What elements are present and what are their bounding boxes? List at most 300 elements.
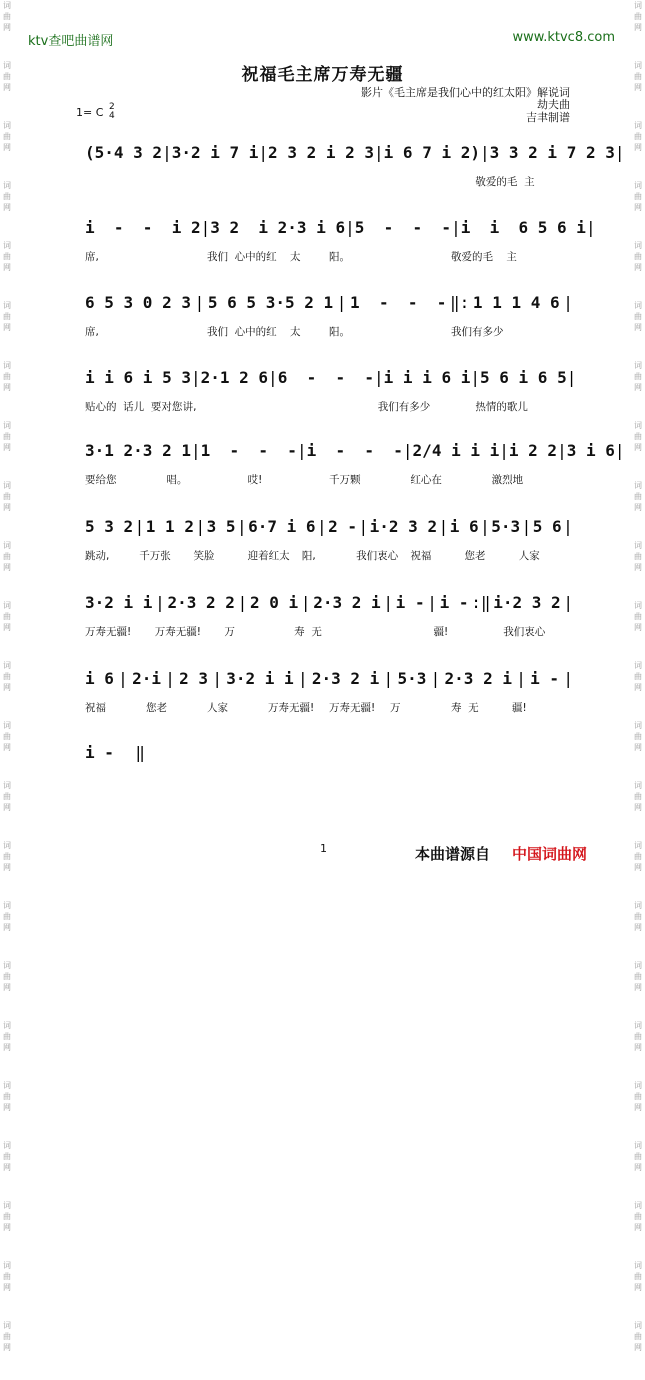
watermark-char: 词: [3, 601, 11, 610]
watermark-char: 曲: [3, 252, 11, 261]
time-top: 2: [109, 102, 115, 112]
watermark-char: 曲: [3, 312, 11, 321]
watermark-char: 曲: [634, 1272, 642, 1281]
measure-notes: 2·i: [132, 669, 161, 688]
watermark-char: 网: [634, 803, 642, 812]
watermark-char: 网: [3, 563, 11, 572]
watermark-char: 网: [3, 143, 11, 152]
measure-notes: i i 6 i 5 3: [85, 368, 191, 387]
watermark-char: 网: [3, 443, 11, 452]
watermark-char: 网: [634, 323, 642, 332]
measure-notes: 2·1 2 6: [200, 368, 269, 387]
watermark-char: 曲: [634, 732, 642, 741]
barline: |: [358, 517, 369, 536]
watermark-char: 曲: [634, 1212, 642, 1221]
watermark-char: 曲: [634, 492, 642, 501]
watermark-char: 词: [634, 301, 642, 310]
measure-notes: i 6: [449, 517, 479, 536]
watermark-char: 曲: [634, 912, 642, 921]
barline: |: [200, 218, 211, 237]
barline: |: [236, 517, 247, 536]
barline: |: [516, 669, 526, 688]
watermark-char: 网: [3, 863, 11, 872]
lyric-segment: 万寿无疆!: [154, 626, 201, 638]
watermark-char: 词: [634, 241, 642, 250]
barline: |: [155, 593, 165, 612]
watermark-char: 网: [634, 1343, 642, 1352]
lyrics-line: [85, 774, 145, 788]
measure-notes: 2 3: [179, 669, 209, 688]
barline: |: [383, 593, 393, 612]
watermark-char: 曲: [3, 612, 11, 621]
measure-notes: 1 1 2: [145, 517, 194, 536]
lyrics-line: [85, 249, 573, 263]
watermark-char: 网: [634, 563, 642, 572]
lyric-segment: 哎!: [247, 474, 263, 486]
lyric-segment: 万寿无疆!: [85, 626, 132, 638]
lyric-segment: 热情的歌儿: [475, 401, 528, 413]
notes-line: [85, 140, 625, 162]
watermark-char: 网: [634, 923, 642, 932]
measure-notes: 5·3: [491, 517, 521, 536]
watermark-char: 词: [3, 841, 11, 850]
watermark-char: 网: [634, 743, 642, 752]
watermark-char: 网: [3, 1103, 11, 1112]
lyrics-line: [85, 700, 573, 714]
measure-notes: 2 0 i: [249, 593, 299, 612]
watermark-char: 网: [634, 1283, 642, 1292]
watermark-char: 词: [634, 901, 642, 910]
barline: |: [212, 669, 222, 688]
notes-line: [85, 215, 596, 237]
lyric-segment: 席,: [85, 326, 99, 338]
notes-line: [85, 740, 145, 762]
lyric-segment: 我们衷心: [356, 550, 399, 562]
watermark-char: 词: [3, 1141, 11, 1150]
barline: |: [297, 669, 308, 688]
watermark-char: 网: [3, 983, 11, 992]
watermark-char: 词: [634, 481, 642, 490]
watermark-char: 曲: [634, 1032, 642, 1041]
barline: |: [237, 593, 248, 612]
watermark-char: 词: [3, 61, 11, 70]
watermark-char: 曲: [634, 552, 642, 561]
watermark-char: 曲: [3, 1092, 11, 1101]
barline: |: [438, 517, 449, 536]
watermark-char: 词: [3, 1261, 11, 1270]
watermark-char: 网: [634, 863, 642, 872]
score-row: [85, 365, 577, 413]
watermark-char: 词: [634, 721, 642, 730]
watermark-char: 词: [634, 1081, 642, 1090]
measure-notes: 6·7 i 6: [248, 517, 316, 536]
watermark-char: 曲: [3, 1332, 11, 1341]
watermark-char: 词: [3, 241, 11, 250]
lyric-segment: 千万张: [139, 550, 171, 562]
lyric-segment: 祝福: [410, 550, 432, 562]
watermark-char: 曲: [3, 1032, 11, 1041]
score-row: [85, 514, 573, 562]
score-row: [85, 740, 145, 788]
watermark-char: 曲: [634, 1092, 642, 1101]
watermark-char: 词: [634, 121, 642, 130]
watermark-char: 词: [3, 901, 11, 910]
notes-line: [85, 365, 577, 387]
score-row: [85, 290, 573, 338]
measure-notes: 5 6 i 6 5: [480, 368, 567, 387]
measure-notes: i -: [85, 743, 114, 762]
barline: |: [521, 517, 532, 536]
lyric-segment: 疆!: [433, 626, 449, 638]
barline: |: [336, 293, 347, 312]
measure-notes: i -: [530, 669, 560, 688]
watermark-char: 词: [3, 1321, 11, 1330]
watermark-char: 曲: [3, 1212, 11, 1221]
watermark-char: 曲: [3, 492, 11, 501]
barline: |: [451, 218, 461, 237]
watermark-char: 词: [634, 661, 642, 670]
watermark-char: 网: [634, 263, 642, 272]
measure-notes: i - - i 2: [85, 218, 201, 237]
watermark-char: 网: [634, 503, 642, 512]
lyric-segment: 疆!: [512, 702, 527, 714]
watermark-char: 曲: [634, 312, 642, 321]
lyric-segment: 激烈地: [491, 474, 524, 486]
measure-notes: 3 5: [206, 517, 236, 536]
notes-line: [85, 438, 625, 460]
barline: |: [190, 441, 201, 460]
watermark-char: 曲: [3, 372, 11, 381]
lyric-segment: 万寿无疆!: [329, 702, 376, 714]
measure-notes: 5·3: [397, 669, 427, 688]
watermark-char: 词: [634, 541, 642, 550]
watermark-char: 词: [634, 361, 642, 370]
lyric-segment: 笑脸: [193, 550, 215, 562]
measure-notes: 3 i 6: [566, 441, 615, 460]
lyric-segment: 万: [224, 626, 235, 638]
measure-notes: i -: [395, 593, 425, 612]
barline: ‖:: [450, 293, 470, 312]
measure-notes: 2·3 2 2: [167, 593, 235, 612]
watermark-char: 词: [3, 721, 11, 730]
watermark-char: 曲: [634, 972, 642, 981]
watermark-char: 网: [3, 23, 11, 32]
barline: |: [430, 669, 441, 688]
watermark-char: 曲: [634, 132, 642, 141]
barline: |: [300, 593, 311, 612]
watermark-char: 曲: [3, 972, 11, 981]
watermark-left: [0, 0, 14, 1352]
lyric-segment: 阳,: [301, 550, 316, 562]
watermark-char: 网: [634, 1163, 642, 1172]
lyric-segment: 我们有多少: [377, 401, 431, 413]
watermark-char: 网: [3, 263, 11, 272]
lyric-segment: 寿 无: [294, 626, 322, 638]
watermark-char: 网: [3, 323, 11, 332]
watermark-char: 曲: [3, 192, 11, 201]
notes-line: [85, 514, 573, 536]
lyric-segment: 敬爱的毛 主: [451, 251, 517, 263]
watermark-char: 词: [3, 961, 11, 970]
lyric-segment: 我们有多少: [451, 326, 504, 338]
measure-notes: 1 - - -: [200, 441, 297, 460]
lyric-segment: 万寿无疆!: [268, 702, 315, 714]
lyric-segment: 迎着红太: [247, 550, 290, 562]
header-site-name[interactable]: ktv查吧曲谱网: [28, 34, 114, 49]
barline: |: [470, 368, 480, 387]
watermark-char: 网: [634, 23, 642, 32]
lyric-segment: 阳。: [329, 326, 350, 338]
watermark-char: 网: [634, 983, 642, 992]
lyrics-line: [85, 548, 573, 562]
lyric-segment: 寿 无: [451, 702, 479, 714]
notes-line: [85, 590, 573, 612]
barline: |: [317, 517, 327, 536]
watermark-char: 曲: [634, 372, 642, 381]
watermark-char: 词: [634, 961, 642, 970]
watermark-char: 曲: [3, 912, 11, 921]
barline: |: [296, 441, 307, 460]
barline: |: [268, 368, 278, 387]
measure-notes: 2 3 2 i 2 3: [268, 143, 375, 162]
watermark-char: 词: [634, 1321, 642, 1330]
barline: |: [585, 218, 596, 237]
watermark-char: 网: [634, 1043, 642, 1052]
watermark-char: 词: [3, 1, 11, 10]
watermark-char: 曲: [3, 732, 11, 741]
measure-notes: i i i 6 i: [383, 368, 471, 387]
measure-notes: 6 5 3 0 2 3: [85, 293, 191, 312]
watermark-char: 网: [634, 203, 642, 212]
barline: |: [427, 593, 437, 612]
watermark-char: 词: [3, 661, 11, 670]
lyric-segment: 红心在: [410, 474, 442, 486]
lyrics-line: [85, 174, 573, 188]
watermark-char: 曲: [3, 1152, 11, 1161]
watermark-char: 词: [3, 301, 11, 310]
barline: |: [480, 517, 490, 536]
watermark-char: 曲: [3, 852, 11, 861]
watermark-char: 网: [634, 623, 642, 632]
score-row: [85, 666, 573, 714]
barline: |: [134, 517, 145, 536]
barline: ‖: [135, 743, 145, 762]
watermark-char: 词: [634, 1021, 642, 1030]
footer-brand[interactable]: 中国词曲网: [512, 845, 588, 863]
lyric-segment: 您老: [146, 702, 167, 714]
barline: |: [383, 669, 394, 688]
watermark-char: 曲: [634, 792, 642, 801]
watermark-char: 网: [3, 743, 11, 752]
watermark-char: 词: [3, 1021, 11, 1030]
watermark-char: 曲: [3, 432, 11, 441]
watermark-char: 曲: [634, 252, 642, 261]
measure-notes: i -: [439, 593, 469, 612]
barline: :‖: [471, 593, 491, 612]
measure-notes: 1 1 1 4 6: [472, 293, 560, 312]
watermark-char: 曲: [634, 672, 642, 681]
lyrics-line: [85, 472, 573, 486]
watermark-char: 网: [3, 1223, 11, 1232]
watermark-char: 词: [634, 1201, 642, 1210]
watermark-char: 曲: [634, 612, 642, 621]
watermark-right: [631, 0, 645, 1352]
barline: |: [345, 218, 355, 237]
barline: |: [194, 293, 205, 312]
lyric-segment: 祝福: [85, 702, 106, 714]
barline: |: [402, 441, 413, 460]
lyric-segment: 我们 心中的红 太: [207, 326, 301, 338]
measure-notes: (5·4 3 2: [85, 143, 163, 162]
watermark-char: 网: [3, 83, 11, 92]
header-site-url[interactable]: www.ktvc8.com: [512, 30, 615, 45]
watermark-char: 网: [3, 1283, 11, 1292]
watermark-char: 曲: [3, 672, 11, 681]
watermark-char: 曲: [3, 1272, 11, 1281]
barline: |: [479, 143, 490, 162]
watermark-char: 词: [3, 541, 11, 550]
watermark-char: 词: [3, 121, 11, 130]
lyrics-line: [85, 624, 573, 638]
credit-composer: 劫夫曲: [537, 98, 570, 111]
measure-notes: i - - -: [306, 441, 403, 460]
lyric-segment: 唱。: [166, 474, 188, 486]
watermark-char: 词: [634, 1, 642, 10]
watermark-char: 词: [3, 781, 11, 790]
time-signature: [109, 103, 115, 121]
measure-notes: 3 3 2 i 7 2 3: [489, 143, 615, 162]
lyric-segment: 贴心的 话儿 要对您: [85, 401, 183, 413]
lyric-segment: 我们衷心: [503, 626, 546, 638]
watermark-char: 网: [3, 203, 11, 212]
watermark-char: 曲: [634, 12, 642, 21]
watermark-char: 词: [634, 601, 642, 610]
measure-notes: 5 6 5 3·5 2 1: [207, 293, 334, 312]
watermark-char: 词: [3, 181, 11, 190]
footer-source-text: 本曲谱源自: [415, 845, 491, 863]
credit-engraver: 吉聿制谱: [526, 111, 570, 124]
lyric-segment: 千万颗: [329, 474, 361, 486]
watermark-char: 词: [3, 481, 11, 490]
watermark-char: 曲: [3, 72, 11, 81]
barline: |: [165, 669, 175, 688]
watermark-char: 网: [634, 83, 642, 92]
measure-notes: 3·2 i 7 i: [171, 143, 259, 162]
watermark-char: 网: [634, 1223, 642, 1232]
page-number: 1: [320, 842, 327, 855]
measure-notes: 3 2 i 2·3 i 6: [210, 218, 346, 237]
measure-notes: i·2 3 2: [369, 517, 438, 536]
lyrics-line: [85, 399, 573, 413]
credit-film: 影片《毛主席是我们心中的红太阳》解说词: [361, 86, 570, 99]
barline: |: [563, 293, 573, 312]
watermark-char: 曲: [3, 132, 11, 141]
measure-notes: 5 - - -: [354, 218, 452, 237]
watermark-char: 词: [634, 781, 642, 790]
measure-notes: i i 6 5 6 i: [460, 218, 586, 237]
song-title: 祝福毛主席万寿无疆: [241, 65, 404, 85]
barline: |: [162, 143, 172, 162]
watermark-char: 词: [634, 841, 642, 850]
watermark-char: 网: [634, 683, 642, 692]
notes-line: [85, 290, 573, 312]
watermark-char: 曲: [634, 1332, 642, 1341]
measure-notes: 5 3 2: [85, 517, 134, 536]
lyrics-line: [85, 324, 573, 338]
measure-notes: 2/4 i i i: [412, 441, 500, 460]
watermark-char: 网: [3, 1043, 11, 1052]
watermark-char: 曲: [3, 792, 11, 801]
watermark-char: 网: [3, 1163, 11, 1172]
watermark-char: 词: [634, 181, 642, 190]
watermark-char: 网: [634, 383, 642, 392]
lyric-segment: 席,: [85, 251, 99, 263]
measure-notes: 2·3 2 i: [444, 669, 512, 688]
lyric-segment: 敬爱的毛 主: [475, 176, 535, 188]
lyric-segment: 我们 心中的红 太: [207, 251, 301, 263]
measure-notes: 5 6: [532, 517, 562, 536]
lyric-segment: 万: [390, 702, 401, 714]
time-bottom: 4: [109, 111, 115, 121]
barline: |: [614, 441, 625, 460]
barline: |: [258, 143, 269, 162]
measure-notes: 6 - - -: [277, 368, 375, 387]
score-row: [85, 438, 625, 486]
watermark-char: 网: [3, 803, 11, 812]
score-row: [85, 140, 625, 188]
watermark-char: 词: [3, 1081, 11, 1090]
watermark-char: 曲: [634, 192, 642, 201]
watermark-char: 词: [3, 361, 11, 370]
barline: |: [499, 441, 509, 460]
barline: |: [563, 517, 573, 536]
watermark-char: 网: [634, 143, 642, 152]
watermark-char: 词: [3, 421, 11, 430]
footer-source: [415, 843, 587, 864]
barline: |: [118, 669, 128, 688]
barline: |: [195, 517, 206, 536]
measure-notes: 2·3 2 i: [313, 593, 381, 612]
measure-notes: i·2 3 2: [493, 593, 561, 612]
watermark-char: 词: [3, 1201, 11, 1210]
barline: |: [566, 368, 577, 387]
watermark-char: 网: [634, 1103, 642, 1112]
lyric-segment: 阳。: [329, 251, 350, 263]
watermark-char: 网: [634, 443, 642, 452]
lyric-segment: 人家: [207, 702, 228, 714]
watermark-char: 网: [3, 623, 11, 632]
measure-notes: 3·2 i i: [85, 593, 153, 612]
lyric-segment: 讲,: [182, 401, 197, 413]
watermark-char: 网: [3, 1343, 11, 1352]
watermark-char: 曲: [3, 12, 11, 21]
measure-notes: i 2 2: [508, 441, 558, 460]
measure-notes: i 6 7 i 2): [383, 143, 480, 162]
barline: |: [563, 669, 573, 688]
watermark-char: 词: [634, 1261, 642, 1270]
barline: |: [374, 368, 384, 387]
barline: |: [563, 593, 573, 612]
score-row: [85, 215, 596, 263]
barline: |: [190, 368, 201, 387]
lyric-segment: 跳动,: [85, 550, 110, 562]
watermark-char: 网: [3, 383, 11, 392]
lyric-segment: 人家: [518, 550, 540, 562]
barline: |: [557, 441, 567, 460]
watermark-char: 网: [3, 923, 11, 932]
barline: |: [614, 143, 625, 162]
watermark-char: 网: [3, 503, 11, 512]
